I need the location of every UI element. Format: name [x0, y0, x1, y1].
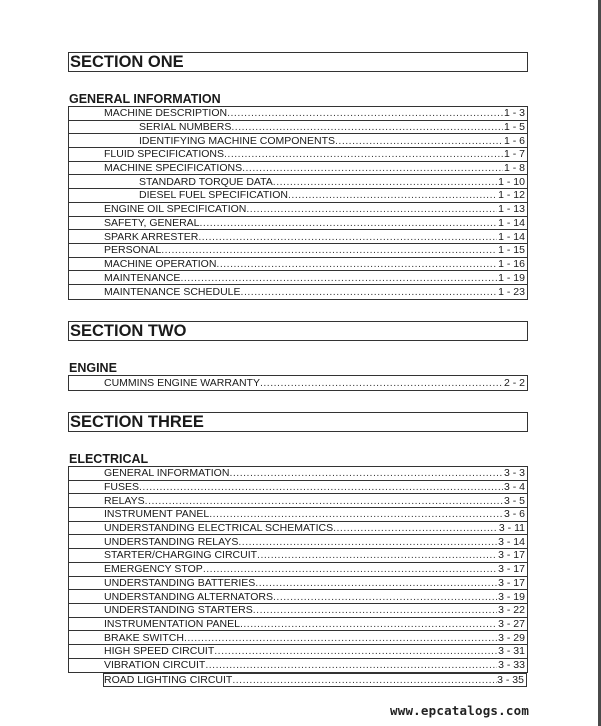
toc-leader-dots [205, 659, 497, 671]
toc-entry-label: CUMMINS ENGINE WARRANTY [104, 376, 260, 389]
toc-entry[interactable] [69, 148, 527, 162]
toc-entry[interactable] [69, 285, 527, 299]
toc-entry-page: 3 - 17 [498, 549, 525, 562]
toc-leader-dots [232, 674, 497, 686]
toc-entry[interactable] [69, 645, 527, 659]
toc-leader-dots [214, 645, 497, 657]
toc-leader-dots [216, 258, 497, 270]
toc-leader-dots [273, 591, 497, 603]
toc-entry-page: 3 - 35 [497, 673, 524, 686]
section-two-toc [68, 376, 528, 391]
toc-entry-page: 1 - 7 [503, 148, 525, 161]
toc-entry-label: HIGH SPEED CIRCUIT [104, 645, 215, 658]
toc-entry-label: MAINTENANCE SCHEDULE [104, 285, 241, 298]
toc-leader-dots [335, 135, 503, 147]
toc-leader-dots [231, 121, 503, 133]
toc-leader-dots [161, 244, 497, 256]
toc-entry-page: 1 - 13 [498, 203, 525, 216]
toc-entry-label: UNDERSTANDING STARTERS [104, 604, 253, 617]
toc-entry-page: 3 - 22 [498, 604, 525, 617]
toc-leader-dots [139, 481, 503, 493]
toc-entry-label: SAFETY, GENERAL [104, 216, 200, 229]
toc-entry[interactable] [69, 121, 527, 135]
toc-leader-dots [224, 148, 503, 160]
toc-entry-label: RELAYS [104, 494, 145, 507]
toc-entry-page: 3 - 29 [498, 631, 525, 644]
toc-entry-page: 1 - 8 [503, 162, 525, 175]
toc-entry-label: BRAKE SWITCH [104, 631, 184, 644]
toc-entry-page: 1 - 12 [498, 189, 525, 202]
toc-leader-dots [253, 604, 497, 616]
toc-entry-page: 3 - 17 [498, 576, 525, 589]
toc-entry-page: 3 - 5 [503, 494, 525, 507]
toc-entry[interactable] [69, 535, 527, 549]
toc-entry-label: SPARK ARRESTER [104, 230, 199, 243]
toc-leader-dots [238, 536, 497, 548]
toc-entry-page: 3 - 14 [498, 535, 525, 548]
toc-entry[interactable] [69, 189, 527, 203]
toc-entry[interactable] [69, 659, 527, 673]
section-two-subheading: ENGINE [68, 362, 528, 376]
toc-entry-label: MACHINE SPECIFICATIONS [104, 162, 243, 175]
toc-leader-dots [145, 495, 503, 507]
section-two-title: SECTION TWO [68, 321, 528, 341]
toc-leader-dots [255, 577, 497, 589]
toc-entry[interactable] [103, 673, 527, 687]
toc-entry-page: 1 - 15 [498, 244, 525, 257]
toc-entry-label: ROAD LIGHTING CIRCUIT [104, 673, 233, 686]
toc-entry-label: STARTER/CHARGING CIRCUIT [104, 549, 258, 562]
toc-entry-label: MACHINE OPERATION [104, 257, 217, 270]
toc-entry-label: IDENTIFYING MACHINE COMPONENTS [139, 134, 336, 147]
section-one-subheading: GENERAL INFORMATION [68, 93, 528, 107]
toc-entry-label: ENGINE OIL SPECIFICATION [104, 203, 247, 216]
toc-entry-page: 3 - 6 [503, 508, 525, 521]
toc-entry[interactable] [69, 244, 527, 258]
toc-entry-label: SERIAL NUMBERS [139, 121, 232, 134]
toc-entry-label: EMERGENCY STOP [104, 563, 203, 576]
toc-entry-label: PERSONAL [104, 244, 162, 257]
toc-leader-dots [209, 508, 503, 520]
toc-leader-dots [333, 522, 498, 534]
toc-entry[interactable] [69, 604, 527, 618]
toc-leader-dots [229, 467, 503, 479]
toc-entry-page: 1 - 16 [498, 257, 525, 270]
toc-entry[interactable] [69, 508, 527, 522]
toc-entry-page: 1 - 3 [503, 107, 525, 120]
section-three-toc [68, 467, 528, 673]
toc-entry-page: 3 - 33 [498, 659, 525, 672]
toc-entry-label: VIBRATION CIRCUIT [104, 659, 206, 672]
toc-entry-label: FLUID SPECIFICATIONS [104, 148, 224, 161]
toc-entry[interactable] [69, 175, 527, 189]
toc-entry[interactable] [69, 590, 527, 604]
toc-entry-label: MAINTENANCE [104, 271, 181, 284]
toc-leader-dots [180, 272, 497, 284]
toc-leader-dots [184, 632, 497, 644]
toc-leader-dots [200, 217, 498, 229]
toc-entry-label: INSTRUMENTATION PANEL [104, 617, 240, 630]
toc-entry[interactable] [69, 481, 527, 495]
toc-entry-page: 2 - 2 [503, 376, 525, 389]
toc-entry-page: 1 - 5 [503, 121, 525, 134]
toc-leader-dots [246, 203, 497, 215]
toc-entry[interactable] [69, 631, 527, 645]
toc-entry-page: 1 - 14 [498, 216, 525, 229]
toc-entry-label: UNDERSTANDING ELECTRICAL SCHEMATICS [104, 522, 334, 535]
toc-entry[interactable] [69, 258, 527, 272]
section-three-title: SECTION THREE [68, 412, 528, 432]
toc-entry-label: MACHINE DESCRIPTION [104, 107, 228, 120]
section-one-title: SECTION ONE [68, 52, 528, 72]
toc-leader-dots [203, 563, 497, 575]
section-three-subheading: ELECTRICAL [68, 453, 528, 467]
toc-entry[interactable] [69, 577, 527, 591]
toc-entry-label: FUSES [104, 481, 140, 494]
toc-entry[interactable] [69, 549, 527, 563]
section-one-toc [68, 107, 528, 300]
toc-entry[interactable] [69, 203, 527, 217]
toc-leader-dots [260, 377, 503, 389]
toc-entry-page: 3 - 4 [503, 481, 525, 494]
toc-entry[interactable] [69, 467, 527, 481]
toc-entry-page: 3 - 11 [498, 522, 525, 535]
toc-leader-dots [241, 286, 498, 298]
toc-entry[interactable] [69, 162, 527, 176]
toc-entry-label: UNDERSTANDING RELAYS [104, 535, 239, 548]
toc-entry-page: 1 - 6 [503, 134, 525, 147]
toc-entry[interactable] [69, 563, 527, 577]
footer-watermark: www.epcatalogs.com [390, 703, 530, 718]
toc-entry[interactable] [69, 134, 527, 148]
toc-entry-page: 3 - 3 [503, 467, 525, 480]
toc-leader-dots [257, 549, 497, 561]
toc-entry[interactable] [69, 376, 527, 390]
toc-entry-label: GENERAL INFORMATION [104, 467, 230, 480]
toc-entry-page: 3 - 27 [498, 617, 525, 630]
toc-entry[interactable] [69, 494, 527, 508]
toc-leader-dots [198, 231, 497, 243]
toc-leader-dots [273, 176, 497, 188]
toc-entry-page: 3 - 17 [498, 563, 525, 576]
toc-leader-dots [288, 189, 497, 201]
toc-entry-page: 1 - 23 [498, 285, 525, 298]
toc-entry-page: 1 - 14 [498, 230, 525, 243]
toc-entry-page: 3 - 31 [498, 645, 525, 658]
toc-leader-dots [240, 618, 497, 630]
toc-entry-page: 3 - 19 [498, 590, 525, 603]
toc-entry[interactable] [69, 230, 527, 244]
toc-entry[interactable] [69, 522, 527, 536]
toc-entry-label: STANDARD TORQUE DATA [139, 175, 273, 188]
toc-entry-label: DIESEL FUEL SPECIFICATION [139, 189, 288, 202]
toc-entry-label: UNDERSTANDING BATTERIES [104, 576, 256, 589]
toc-entry-label: UNDERSTANDING ALTERNATORS [104, 590, 273, 603]
toc-leader-dots [242, 162, 503, 174]
toc-entry-label: INSTRUMENT PANEL [104, 508, 210, 521]
toc-leader-dots [227, 107, 503, 119]
toc-entry-page: 1 - 10 [498, 175, 525, 188]
toc-entry[interactable] [69, 271, 527, 285]
toc-entry[interactable] [69, 618, 527, 632]
toc-entry[interactable] [69, 107, 527, 121]
toc-entry[interactable] [69, 217, 527, 231]
toc-entry-page: 1 - 19 [498, 271, 525, 284]
